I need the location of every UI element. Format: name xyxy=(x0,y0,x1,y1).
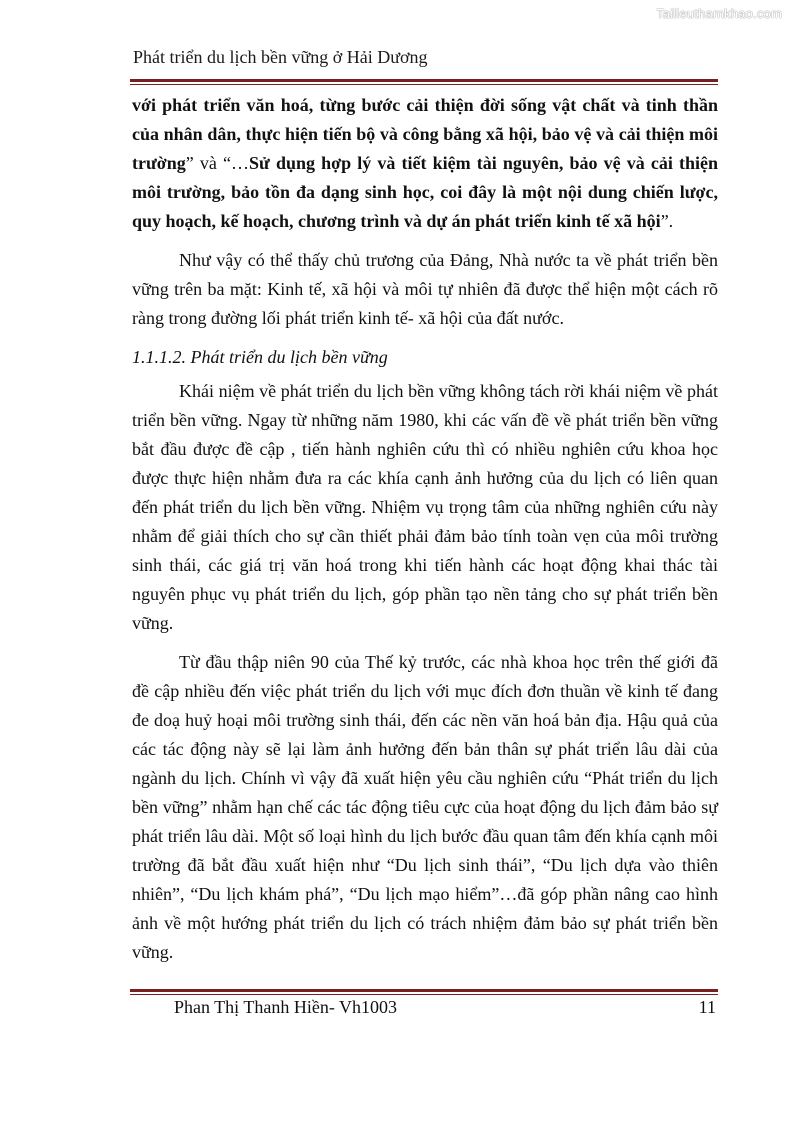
header-rule xyxy=(130,79,718,85)
running-header: Phát triển du lịch bền vững ở Hải Dương xyxy=(133,47,428,67)
paragraph-1-end: ”. xyxy=(660,211,674,231)
paragraph-1-bold-a: với phát triển văn hoá, từng bước cải thiện đời sống vật chất và tinh thần của nhân dân, thực hiện tiến bộ và công bằng xã hội, bảo vệ và cải thiện môi trường xyxy=(132,95,718,173)
paragraph-2: Như vậy có thể thấy chủ trương của Đảng, Nhà nước ta về phát triển bền vững trên ba mặt: Kinh tế, xã hội và môi tự nhiên đã được thể hiện một cách rõ ràng trong đường lối phát triển kinh tế- xã hội của đất nước. xyxy=(132,250,718,328)
page-number: 11 xyxy=(698,997,716,1017)
footer-author: Phan Thị Thanh Hiền- Vh1003 xyxy=(174,997,397,1017)
paragraph-4: Từ đầu thập niên 90 của Thế kỷ trước, các nhà khoa học trên thế giới đã đề cập nhiều đến việc phát triển du lịch với mục đích đơn thuần về kinh tế đang đe doạ huỷ hoại môi trường sinh thái, đến các nền văn hoá bản địa. Hậu quả của các tác động này sẽ lại làm ảnh hưởng đến bản thân sự phát triển lâu dài của ngành du lịch. Chính vì vậy đã xuất hiện yêu cầu nghiên cứu “Phát triển du lịch bền vững” nhằm hạn chế các tác động tiêu cực của hoạt động du lịch đảm bảo sự phát triển lâu dài. Một số loại hình du lịch bước đầu quan tâm đến khía cạnh môi trường đã bắt đầu xuất hiện như “Du lịch sinh thái”, “Du lịch dựa vào thiên nhiên”, “Du lịch khám phá”, “Du lịch mạo hiểm”…đã góp phần nâng cao hình ảnh về một hướng phát triển du lịch có trách nhiệm đảm bảo sự phát triển bền vững. xyxy=(132,652,718,962)
section-heading: 1.1.1.2. Phát triển du lịch bền vững xyxy=(132,347,388,367)
paragraph-1-mid: ” và “… xyxy=(185,153,249,173)
paragraph-1-bold-b: Sử dụng hợp lý và tiết kiệm tài nguyên, bảo vệ và cải thiện môi trường, bảo tồn đa dạng sinh học, coi đây là một nội dung chiến lược, quy hoạch, kế hoạch, chương trình và dự án phát triển kinh tế xã hội xyxy=(132,153,718,231)
paragraph-3: Khái niệm về phát triển du lịch bền vững không tách rời khái niệm về phát triển bền vững. Ngay từ những năm 1980, khi các vấn đề về phát triển bền vững bắt đầu được đề cập , tiến hành nghiên cứu thì có nhiều nghiên cứu khoa học được thực hiện nhằm đưa ra các khía cạnh ảnh hưởng của du lịch có liên quan đến phát triển du lịch bền vững. Nhiệm vụ trọng tâm của những nghiên cứu này nhằm để giải thích cho sự cần thiết phải đảm bảo tính toàn vẹn của môi trường sinh thái, các giá trị văn hoá trong khi tiến hành các hoạt động khai thác tài nguyên phục vụ phát triển du lịch, góp phần tạo nền tảng cho sự phát triển bền vững. xyxy=(132,381,718,633)
footer-rule xyxy=(130,989,718,995)
page-body xyxy=(132,91,718,977)
paragraph-1 xyxy=(132,91,718,236)
watermark: Tailieuthamkhao.com xyxy=(656,6,782,21)
